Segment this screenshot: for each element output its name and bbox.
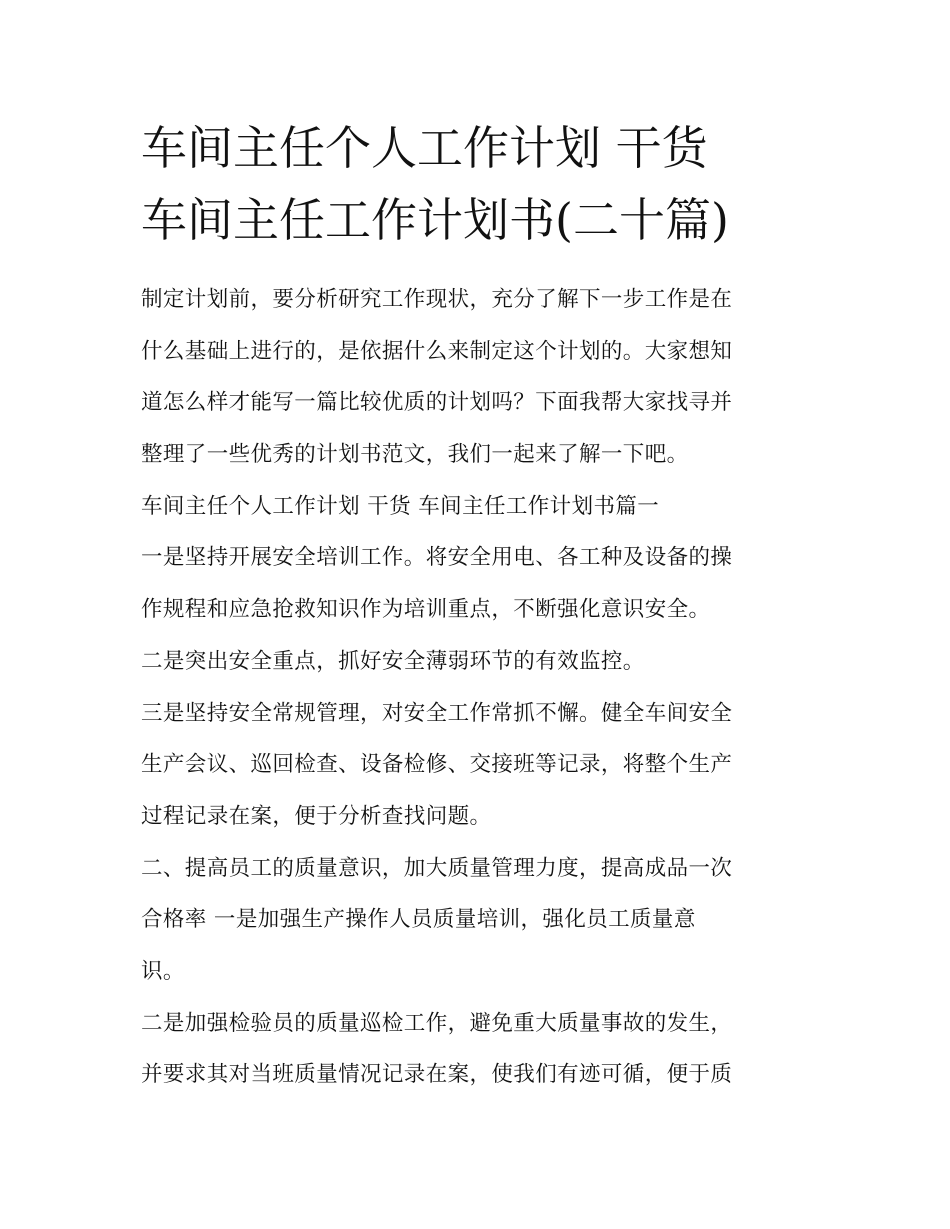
section-heading: 车间主任个人工作计划 干货 车间主任工作计划书篇一 bbox=[141, 493, 660, 519]
body-line: 一是坚持开展安全培训工作。将安全用电、各工种及设备的操 bbox=[141, 545, 733, 571]
body-line: 合格率 一是加强生产操作人员质量培训，强化员工质量意 bbox=[141, 907, 696, 933]
document-title bbox=[141, 112, 821, 256]
document-body bbox=[141, 279, 821, 1106]
body-line: 并要求其对当班质量情况记录在案，使我们有迹可循，便于质 bbox=[141, 1062, 733, 1088]
body-line: 生产会议、巡回检查、设备检修、交接班等记录，将整个生产 bbox=[141, 752, 733, 778]
body-line: 作规程和应急抢救知识作为培训重点，不断强化意识安全。 bbox=[141, 597, 711, 623]
body-line: 识。 bbox=[141, 958, 185, 984]
title-line-2: 车间主任工作计划书(二十篇) bbox=[141, 193, 729, 247]
body-line: 整理了一些优秀的计划书范文，我们一起来了解一下吧。 bbox=[141, 442, 689, 468]
body-line: 过程记录在案，便于分析查找问题。 bbox=[141, 803, 492, 829]
body-line: 三是坚持安全常规管理，对安全工作常抓不懈。健全车间安全 bbox=[141, 700, 733, 726]
body-line: 什么基础上进行的，是依据什么来制定这个计划的。大家想知 bbox=[141, 338, 733, 364]
body-line: 二是突出安全重点，抓好安全薄弱环节的有效监控。 bbox=[141, 648, 645, 674]
body-line: 制定计划前，要分析研究工作现状，充分了解下一步工作是在 bbox=[141, 287, 733, 312]
body-line: 二是加强检验员的质量巡检工作，避免重大质量事故的发生， bbox=[141, 1010, 733, 1036]
title-line-1: 车间主任个人工作计划 干货 bbox=[141, 121, 708, 175]
body-line: 道怎么样才能写一篇比较优质的计划吗？下面我帮大家找寻并 bbox=[141, 390, 733, 416]
body-line: 二、提高员工的质量意识，加大质量管理力度，提高成品一次 bbox=[141, 855, 733, 881]
